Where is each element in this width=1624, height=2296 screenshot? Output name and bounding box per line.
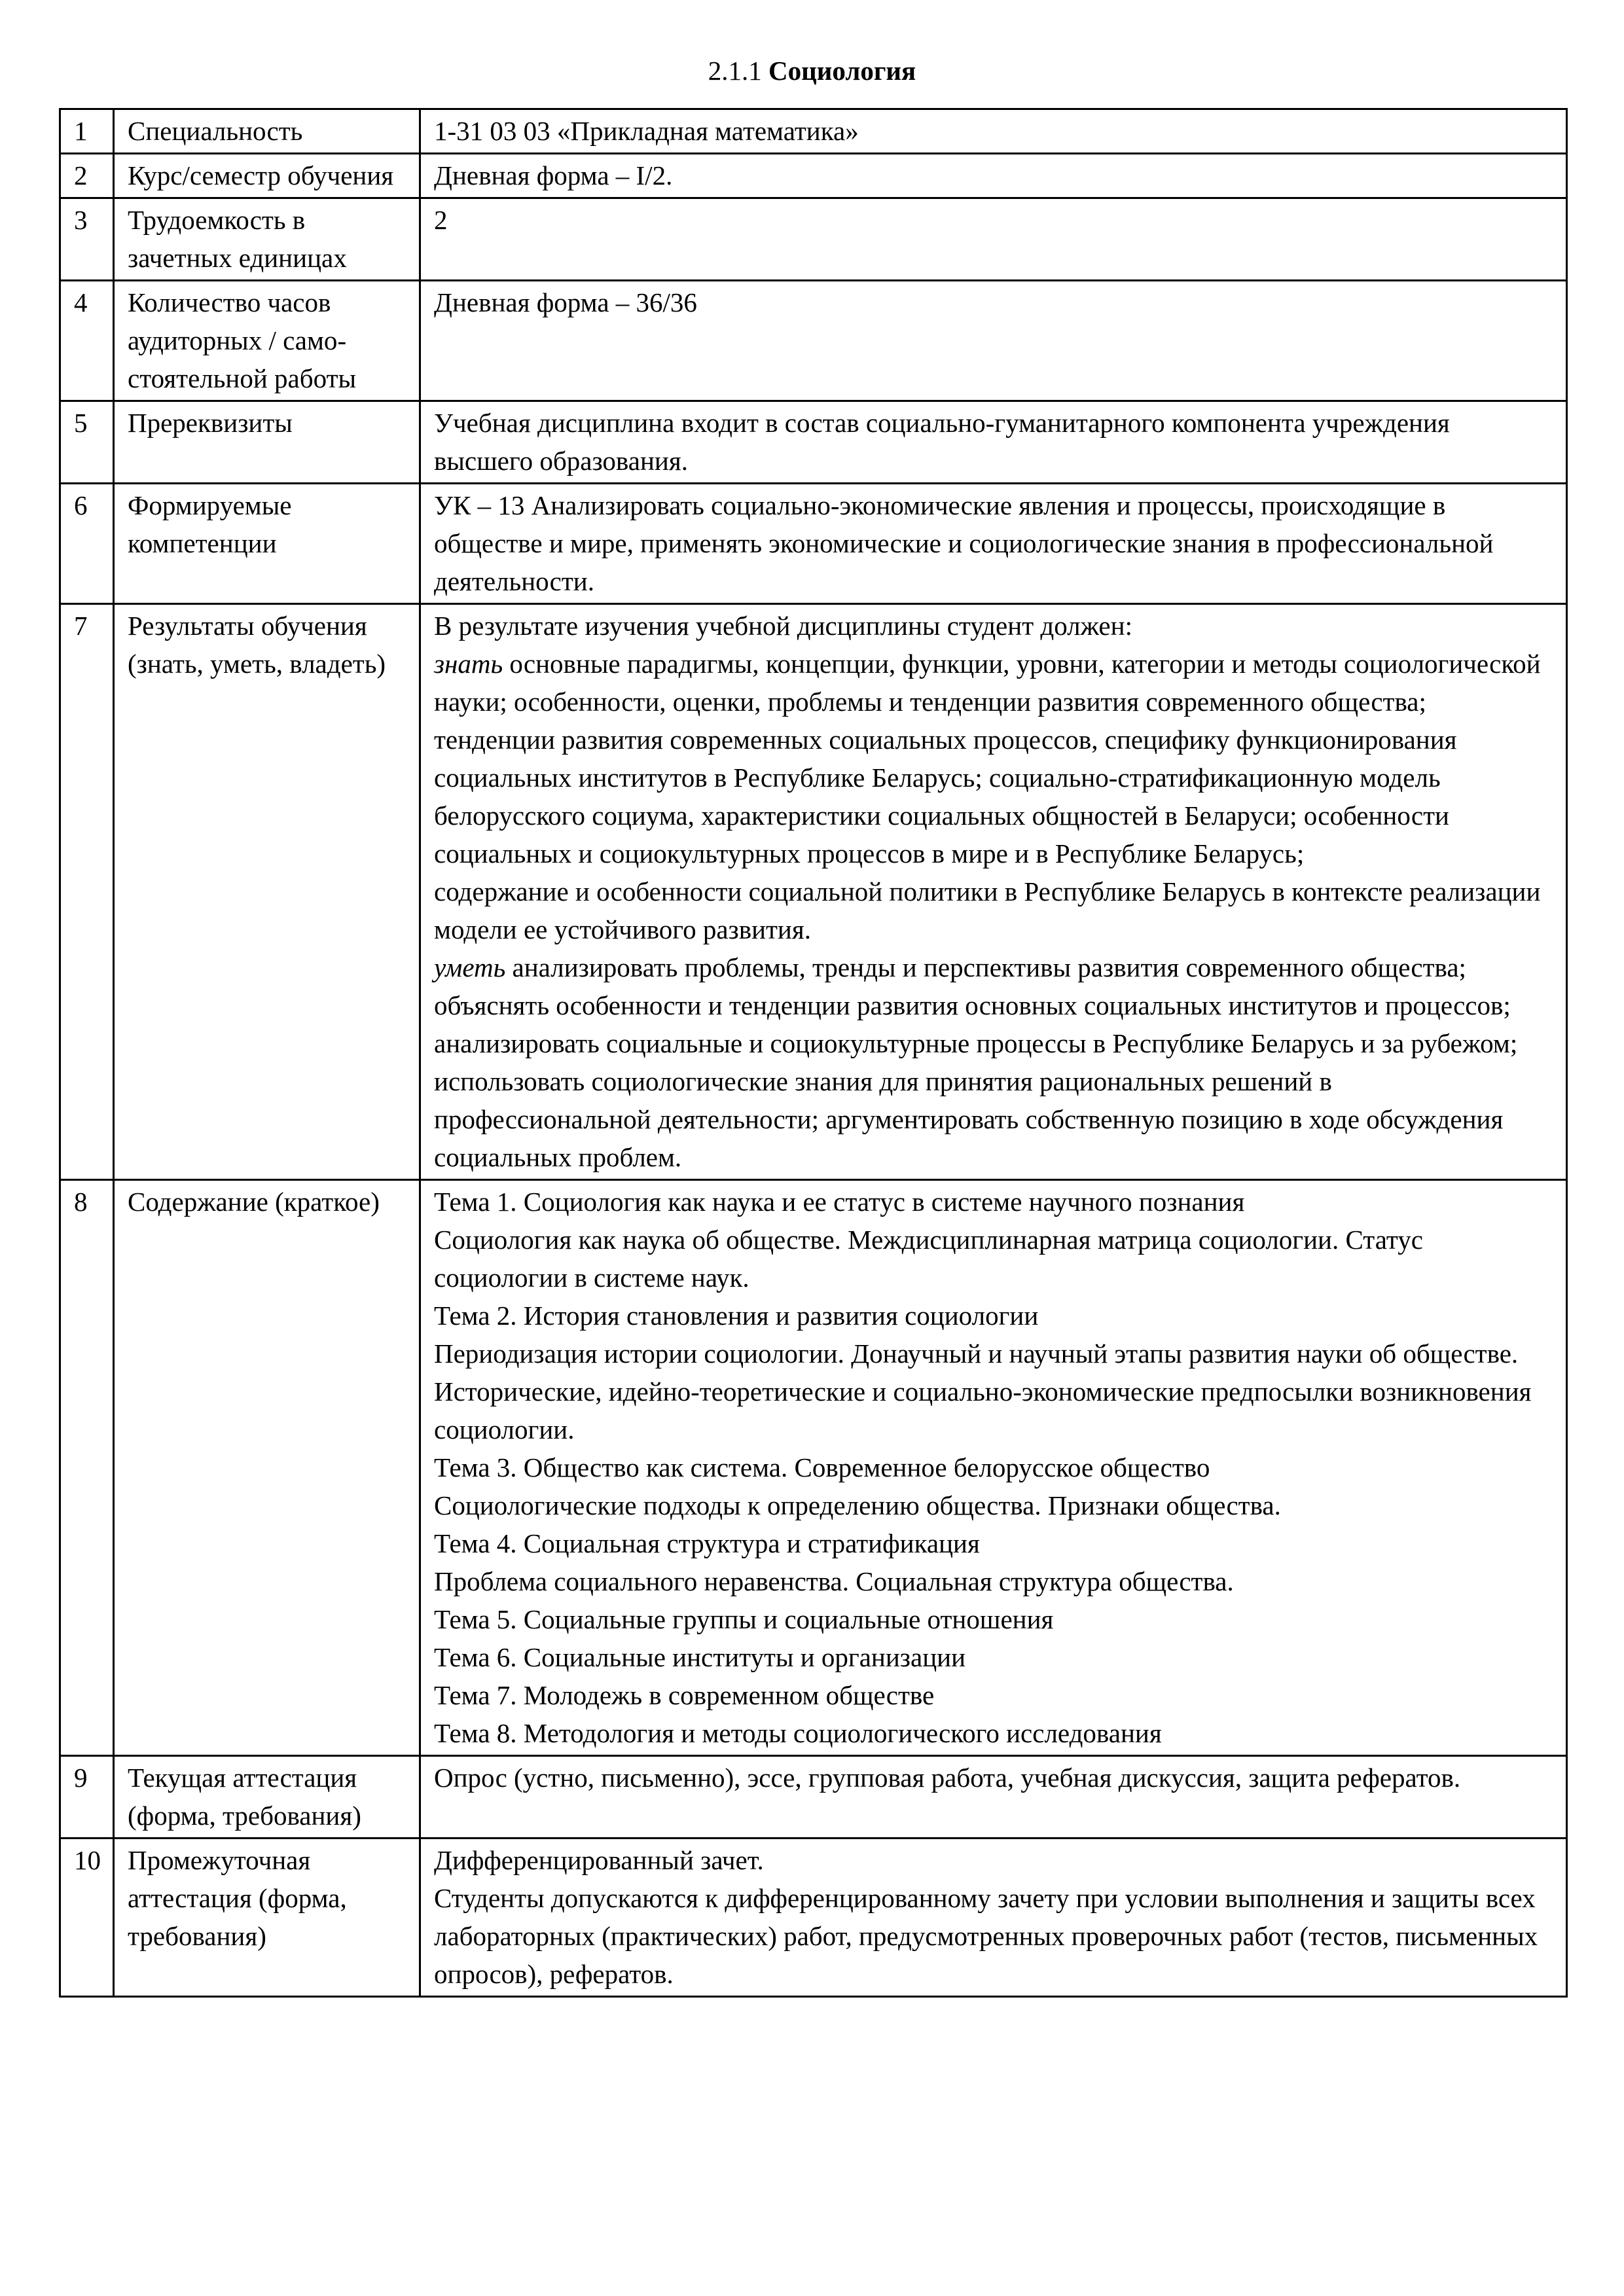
row-number: 7 [60, 604, 114, 1180]
content-line: Тема 1. Социология как наука и ее статус в системе научного познания [434, 1187, 1245, 1217]
assessment-type: Дифференцированный зачет. [434, 1845, 764, 1875]
table-row [60, 154, 1567, 198]
row-content: Опрос (устно, письменно), эссе, групповая работа, учебная дискуссия, защита рефератов. [420, 1756, 1567, 1839]
content-line: Тема 8. Методология и методы социологического исследования [434, 1718, 1162, 1748]
row-label: Количество часов аудиторных / самостоятельной работы [114, 281, 420, 401]
course-info-table [59, 108, 1568, 1998]
heading-title: Социология [768, 56, 916, 86]
table-row [60, 281, 1567, 401]
content-line: Проблема социального неравенства. Социальная структура общества. [434, 1566, 1234, 1596]
able-paragraph-2: анализировать социальные и социокультурные процессы в Республике Беларусь и за рубежом; использовать социологические знания для принятия рациональных решений в профессиональной деятельности; аргументировать собственную позицию в ходе обсуждения социальных проблем. [434, 1028, 1518, 1172]
content-line: Периодизация истории социологии. Донаучный и научный этапы развития науки об обществе. Исторические, идейно-теоретические и социально-экономические предпосылки возникновения социологии. [434, 1338, 1532, 1444]
course-contents [420, 1180, 1567, 1756]
table-row [60, 604, 1567, 1180]
content-line: Тема 7. Молодежь в современном обществе [434, 1680, 935, 1710]
row-label: Курс/семестр обучения [114, 154, 420, 198]
row-label: Содержание (краткое) [114, 1180, 420, 1756]
content-line: Тема 4. Социальная структура и стратификация [434, 1528, 980, 1558]
row-number: 2 [60, 154, 114, 198]
content-line: Социологические подходы к определению общества. Признаки общества. [434, 1490, 1281, 1520]
row-label: Трудоемкость в зачетных единицах [114, 198, 420, 281]
row-content: 2 [420, 198, 1567, 281]
row-number: 10 [60, 1839, 114, 1997]
content-line: Тема 5. Социальные группы и социальные отношения [434, 1604, 1054, 1634]
table-row [60, 1839, 1567, 1997]
row-content: Дневная форма – I/2. [420, 154, 1567, 198]
heading-number: 2.1.1 [708, 56, 762, 86]
table-row [60, 109, 1567, 154]
row-label: Текущая аттестация (форма, требования) [114, 1756, 420, 1839]
row-content: Учебная дисциплина входит в состав социально-гуманитарного компонента учреждения высшего образования. [420, 401, 1567, 484]
row-content: 1-31 03 03 «Прикладная математика» [420, 109, 1567, 154]
row-number: 9 [60, 1756, 114, 1839]
able-term: уметь [434, 952, 506, 982]
know-term: знать [434, 649, 503, 679]
row-number: 4 [60, 281, 114, 401]
row-content: Дневная форма – 36/36 [420, 281, 1567, 401]
content-line: Тема 3. Общество как система. Современное белорусское общество [434, 1452, 1210, 1482]
row-label: Пререквизиты [114, 401, 420, 484]
row-number: 3 [60, 198, 114, 281]
know-paragraph-2: содержание и особенности социальной политики в Республике Беларусь в контексте реализации модели ее устойчивого развития. [434, 876, 1541, 944]
content-line: Тема 6. Социальные институты и организации [434, 1642, 966, 1672]
content-line: Тема 2. История становления и развития социологии [434, 1300, 1039, 1331]
final-assessment [420, 1839, 1567, 1997]
table-row [60, 484, 1567, 604]
row-number: 1 [60, 109, 114, 154]
table-row [60, 1180, 1567, 1756]
row-label: Специальность [114, 109, 420, 154]
able-text: анализировать проблемы, тренды и перспективы развития современного общества; объяснять особенности и тенденции развития основных социальных институтов и процессов; [434, 952, 1511, 1020]
row-label: Промежуточная аттестация (форма, требования) [114, 1839, 420, 1997]
table-row [60, 198, 1567, 281]
row-label: Формируемые компетенции [114, 484, 420, 604]
know-paragraph [434, 645, 1553, 872]
row-number: 6 [60, 484, 114, 604]
table-row [60, 401, 1567, 484]
row-content: УК – 13 Анализировать социально-экономические явления и процессы, происходящие в обществе и мире, применять экономические и социологические знания в профессиональной деятельности. [420, 484, 1567, 604]
able-paragraph [434, 948, 1553, 1024]
row-number: 8 [60, 1180, 114, 1756]
page-title [0, 52, 1624, 89]
row-number: 5 [60, 401, 114, 484]
know-text: основные парадигмы, концепции, функции, уровни, категории и методы социологической науки; особенности, оценки, проблемы и тенденции развития современного общества; тенденции развития современных социальных процессов, специфику функционирования социальных институтов в Республике Беларусь; социально-стратификационную модель белорусского социума, характеристики социальных общностей в Беларуси; особенности социальных и социокультурных процессов в мире и в Республике Беларусь; [434, 649, 1541, 869]
table-row [60, 1756, 1567, 1839]
outcomes-intro: В результате изучения учебной дисциплины студент должен: [434, 611, 1132, 641]
learning-outcomes [420, 604, 1567, 1180]
content-line: Социология как наука об обществе. Междисциплинарная матрица социологии. Статус социологии в системе наук. [434, 1225, 1423, 1293]
assessment-requirements: Студенты допускаются к дифференцированному зачету при условии выполнения и защиты всех лабораторных (практических) работ, предусмотренных проверочных работ (тестов, письменных опросов), рефератов. [434, 1883, 1538, 1989]
row-label: Результаты обучения (знать, уметь, владеть) [114, 604, 420, 1180]
